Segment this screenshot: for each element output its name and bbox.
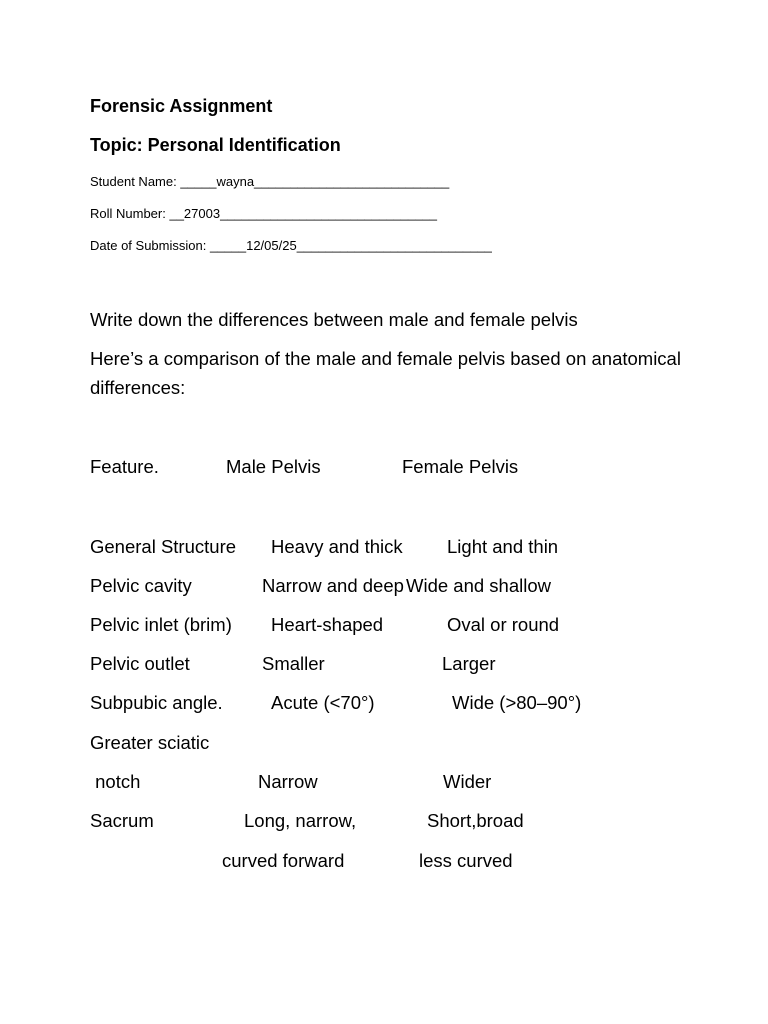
table-cell-male: curved forward	[222, 850, 345, 871]
date-of-submission-field: Date of Submission: _____12/05/25___________________________	[90, 238, 492, 253]
table-header-feature: Feature.	[90, 456, 159, 477]
table-cell-feature: Subpubic angle.	[90, 692, 223, 713]
table-cell-feature: Pelvic inlet (brim)	[90, 614, 232, 635]
table-cell-male: Heavy and thick	[271, 536, 403, 557]
table-cell-male: Narrow	[258, 771, 318, 792]
table-cell-male: Acute (<70°)	[271, 692, 375, 713]
table-cell-feature: Pelvic outlet	[90, 653, 190, 674]
table-cell-female: Oval or round	[447, 614, 560, 635]
table-cell-male: Narrow and deep	[262, 575, 404, 596]
table-cell-female: Wide and shallow	[406, 575, 551, 596]
table-cell-feature: Greater sciatic	[90, 732, 210, 753]
table-cell-female: Larger	[442, 653, 496, 674]
roll-number-field: Roll Number: __27003______________________________	[90, 206, 437, 221]
table-cell-feature: notch	[90, 771, 141, 792]
table-cell-female: Wider	[443, 771, 492, 792]
table-cell-female: Short,broad	[427, 810, 524, 831]
topic-heading: Topic: Personal Identification	[90, 135, 341, 155]
table-header-male: Male Pelvis	[226, 456, 321, 477]
table-header-female: Female Pelvis	[402, 456, 519, 477]
intro-line-2: differences:	[90, 377, 186, 398]
table-cell-male: Smaller	[262, 653, 325, 674]
table-cell-female: Wide (>80–90°)	[452, 692, 582, 713]
document-title: Forensic Assignment	[90, 96, 273, 116]
table-cell-male: Long, narrow,	[244, 810, 357, 831]
table-cell-feature: Sacrum	[90, 810, 154, 831]
table-cell-feature: General Structure	[90, 536, 237, 557]
table-cell-male: Heart-shaped	[271, 614, 384, 635]
table-cell-female: Light and thin	[447, 536, 559, 557]
table-cell-feature: Pelvic cavity	[90, 575, 192, 596]
student-name-field: Student Name: _____wayna___________________________	[90, 174, 450, 189]
table-cell-female: less curved	[419, 850, 513, 871]
intro-line-1: Here’s a comparison of the male and female pelvis based on anatomical	[90, 348, 681, 369]
question-text: Write down the differences between male and female pelvis	[90, 309, 578, 330]
